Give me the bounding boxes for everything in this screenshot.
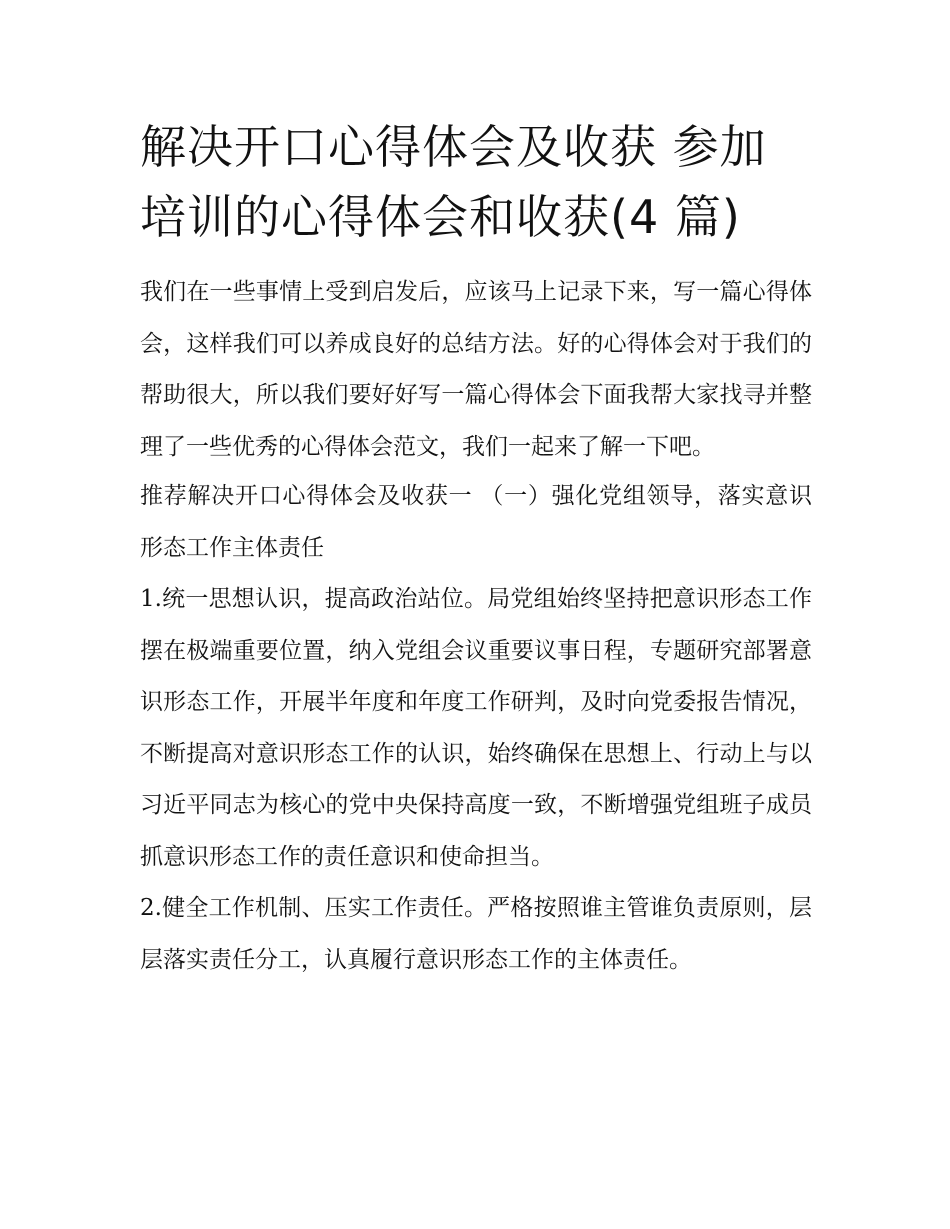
document-page: [140, 112, 812, 986]
section-heading-paragraph: 推荐解决开口心得体会及收获一 （一）强化党组领导，落实意识形态工作主体责任: [140, 483, 812, 561]
intro-paragraph: 我们在一些事情上受到启发后，应该马上记录下来，写一篇心得体会，这样我们可以养成良好的总结方法。好的心得体会对于我们的帮助很大，所以我们要好好写一篇心得体会下面我帮大家找寻并整理了一些优秀的心得体会范文，我们一起来了解一下吧。: [140, 279, 812, 460]
document-title: 解决开口心得体会及收获 参加培训的心得体会和收获(4 篇): [140, 120, 767, 244]
list-item-2-paragraph: 2.健全工作机制、压实工作责任。严格按照谁主管谁负责原则，层层落实责任分工，认真履行意识形态工作的主体责任。: [140, 895, 812, 973]
list-item-1-paragraph: 1.统一思想认识，提高政治站位。局党组始终坚持把意识形态工作摆在极端重要位置，纳入党组会议重要议事日程，专题研究部署意识形态工作，开展半年度和年度工作研判，及时向党委报告情况，不断提高对意识形态工作的认识，始终确保在思想上、行动上与以习近平同志为核心的党中央保持高度一致，不断增强党组班子成员抓意识形态工作的责任意识和使命担当。: [140, 586, 812, 870]
